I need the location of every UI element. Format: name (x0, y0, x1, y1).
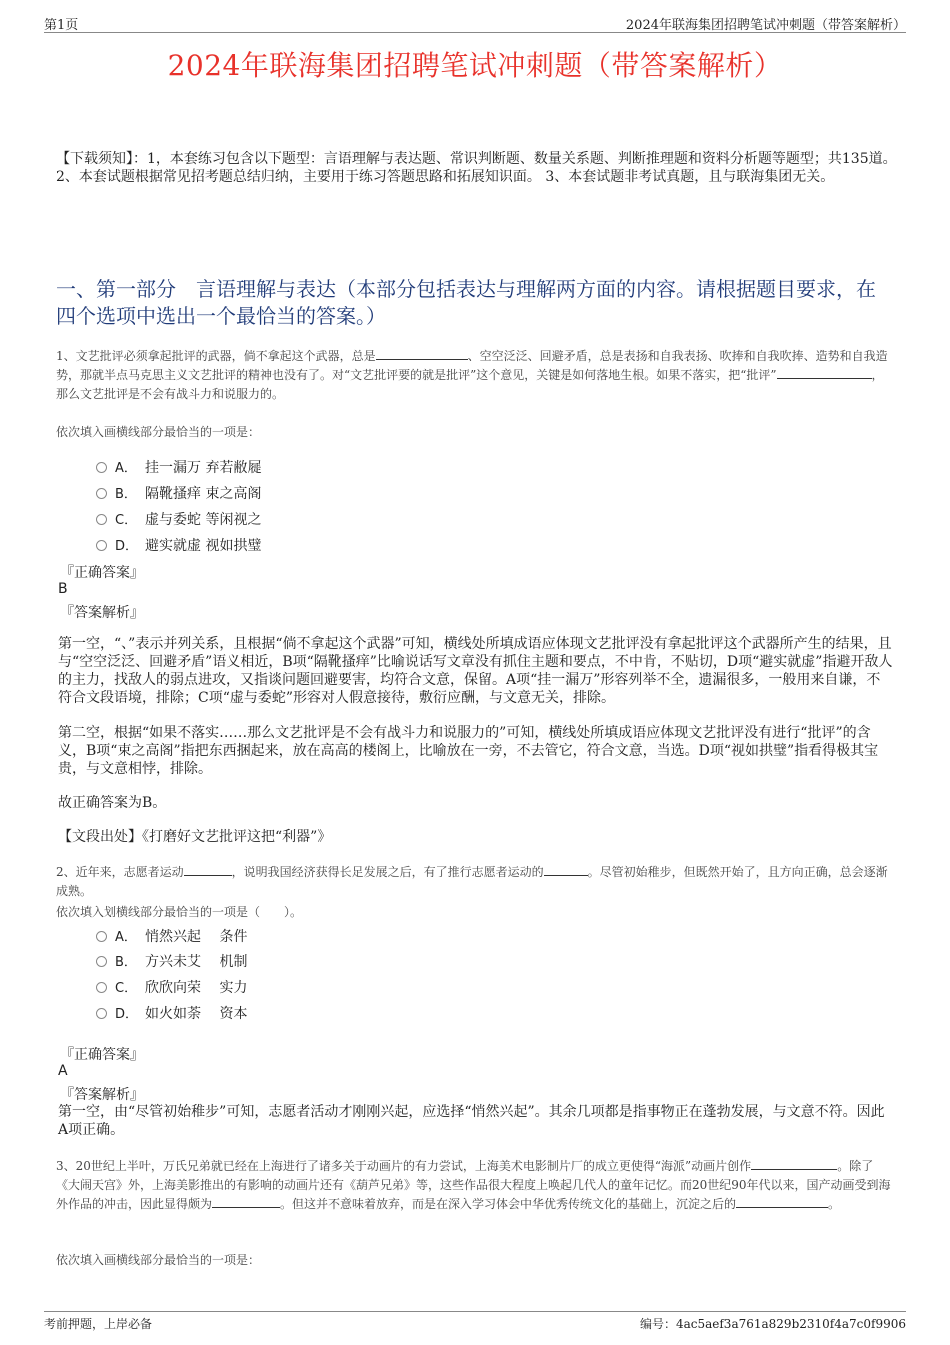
question-1-prompt: 依次填入画横线部分最恰当的一项是： (56, 425, 261, 439)
page-number: 第1页 (44, 18, 79, 33)
q2-option-a[interactable]: A． 悄然兴起 条件 (96, 926, 247, 946)
q2-analysis-label: 『答案解析』 (60, 1087, 144, 1103)
radio-icon[interactable] (96, 982, 107, 993)
question-3-text: 3、20世纪上半叶，万氏兄弟就已经在上海进行了诸多关于动画片的有力尝试，上海美术电影制片厂的成立更使得“海派”动画片创作 。除了《大闹天宫》外，上海美影推出的有影响的动画片还有《葫芦兄弟》等，这些作品很大程度上唤起几代人的童年记忆。而20世纪90年代以来，国产动画受到海外作品的冲击，因此显得颇为 。但这并不意味着放弃，而是在深入学习体会中华优秀传统文化的基础上，沉淀之后的 。 (56, 1159, 891, 1211)
radio-icon[interactable] (96, 462, 107, 473)
blank-line (736, 1195, 828, 1208)
radio-icon[interactable] (96, 931, 107, 942)
radio-icon[interactable] (96, 956, 107, 967)
document-title: 2024年联海集团招聘笔试冲刺题（带答案解析） (167, 49, 783, 82)
q1-source: 【文段出处】《打磨好文艺批评这把“利器”》 (58, 829, 332, 845)
radio-icon[interactable] (96, 488, 107, 499)
q1-answer-label: 『正确答案』 (60, 565, 144, 581)
radio-icon[interactable] (96, 540, 107, 551)
q1-option-c[interactable]: C． 虚与委蛇 等闲视之 (96, 509, 261, 529)
q1-option-a[interactable]: A． 挂一漏万 弃若敝屣 (96, 457, 261, 477)
q2-analysis-paragraph-1: 第一空，由“尽管初始稚步”可知，志愿者活动才刚刚兴起，应选择“悄然兴起”。其余几项都是指事物正在蓬勃发展，与文意不符。因此A项正确。 (58, 1104, 885, 1138)
q1-option-d[interactable]: D． 避实就虚 视如拱璧 (96, 535, 261, 555)
q1-analysis-paragraph-1: 第一空，“、”表示并列关系，且根据“倘不拿起这个武器”可知，横线处所填成语应体现文艺批评没有拿起批评这个武器所产生的结果，且与“空空泛泛、回避矛盾”语义相近，B项“隔靴搔痒”比喻说话写文章没有抓住主题和要点，不中肯，不贴切，D项“避实就虚”指避开敌人的主力，找敌人的弱点进攻，又指谈问题回避要害，均符合文意，保留。A项“挂一漏万”形容列举不全，遗漏很多，一般用来自谦，不符合文段语境，排除；C项“虚与委蛇”形容对人假意接待，敷衍应酬，与文意无关，排除。 (58, 636, 893, 706)
q1-analysis-label: 『答案解析』 (60, 605, 144, 621)
q2-option-d[interactable]: D． 如火如荼 资本 (96, 1003, 247, 1023)
blank-line (544, 863, 588, 876)
radio-icon[interactable] (96, 1008, 107, 1019)
question-3-prompt: 依次填入画横线部分最恰当的一项是： (56, 1253, 261, 1267)
q2-answer: A (58, 1063, 68, 1079)
q2-option-c[interactable]: C． 欣欣向荣 实力 (96, 977, 247, 997)
question-2-text: 2、近年来，志愿者运动 ，说明我国经济获得长足发展之后，有了推行志愿者运动的 。尽管初始稚步，但既然开始了，且方向正确，总会逐渐成熟。 (56, 865, 888, 898)
blank-line (751, 1157, 837, 1170)
q1-analysis-paragraph-2: 第二空，根据“如果不落实……那么文艺批评是不会有战斗力和说服力的”可知，横线处所填成语应体现文艺批评没有进行“批评”的含义，B项“束之高阁”指把东西捆起来，放在高高的楼阁上，比喻放在一旁，不去管它，符合文意，当选。D项“视如拱璧”指看得极其宝贵，与文意相悖，排除。 (58, 725, 879, 777)
blank-line (184, 863, 232, 876)
q1-option-b[interactable]: B． 隔靴搔痒 束之高阁 (96, 483, 261, 503)
blank-line (777, 366, 872, 379)
blank-line (376, 347, 468, 360)
header-doc-title: 2024年联海集团招聘笔试冲刺题（带答案解析） (625, 18, 906, 33)
section-heading: 一、第一部分 言语理解与表达（本部分包括表达与理解两方面的内容。请根据题目要求，在四个选项中选出一个最恰当的答案。） (56, 277, 876, 328)
q1-conclusion: 故正确答案为B。 (58, 795, 167, 811)
q2-answer-label: 『正确答案』 (60, 1047, 144, 1063)
footer-slogan: 考前押题，上岸必备 (44, 1317, 153, 1331)
page-header (44, 12, 906, 33)
q2-option-b[interactable]: B． 方兴未艾 机制 (96, 951, 247, 971)
download-notice: 【下载须知】：1，本套练习包含以下题型：言语理解与表达题、常识判断题、数量关系题、判断推理题和资料分析题等题型；共135道。 2、本套试题根据常见招考题总结归纳，主要用于练习答题思路和拓展知识面。 3、本套试题非考试真题，且与联海集团无关。 (56, 151, 897, 185)
question-1-text: 1、文艺批评必须拿起批评的武器，倘不拿起这个武器，总是 、空空泛泛、回避矛盾，总是表扬和自我表扬、吹捧和自我吹捧、造势和自我造势，那就半点马克思主义文艺批评的精神也没有了。对“文艺批评要的就是批评”这个意见，关键是如何落地生根。如果不落实，把“批评” ，那么文艺批评是不会有战斗力和说服力的。 (56, 349, 888, 401)
radio-icon[interactable] (96, 514, 107, 525)
page-footer (44, 1311, 906, 1331)
q1-answer: B (58, 581, 68, 597)
footer-doc-id: 编号：4ac5aef3a761a829b2310f4a7c0f9906 (639, 1317, 906, 1331)
blank-line (212, 1195, 280, 1208)
question-2-prompt: 依次填入划横线部分最恰当的一项是（ ）。 (56, 905, 303, 919)
